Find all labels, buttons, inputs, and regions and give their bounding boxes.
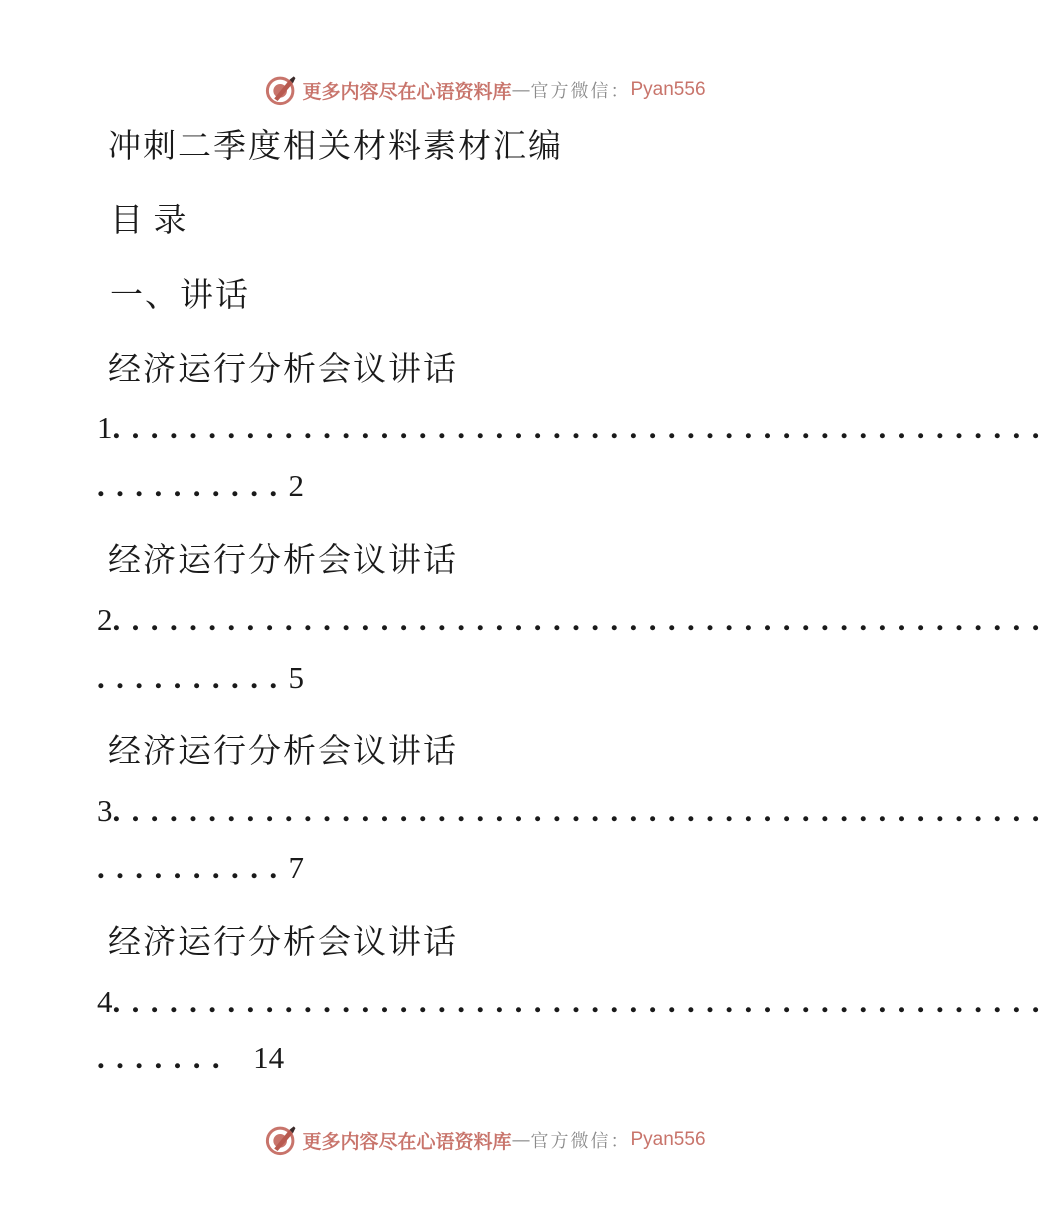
toc-entry-leader: 1................................................. <box>97 410 1051 445</box>
toc-entry-number: 4 <box>97 984 113 1019</box>
watermark-label: 官方微信： <box>530 1131 631 1152</box>
document-title: 冲刺二季度相关材料素材汇编 <box>108 126 563 165</box>
header-watermark <box>0 70 950 110</box>
toc-entry-leader: 3................................................. <box>97 793 1051 828</box>
watermark-wechat-id: Pyan556 <box>630 1129 706 1150</box>
toc-entry-title: 经济运行分析会议讲话 <box>108 540 458 579</box>
toc-entry-page: 14 <box>253 1040 285 1075</box>
toc-entry-number: 1 <box>97 410 113 445</box>
watermark-wechat-id: Pyan556 <box>630 79 706 100</box>
section-heading: 一、讲话 <box>110 275 250 314</box>
toc-entry-page: 2 <box>288 468 304 503</box>
toc-entry-leader: 2................................................. <box>97 602 1051 637</box>
watermark-separator: — <box>511 1129 531 1151</box>
toc-entry-title: 经济运行分析会议讲话 <box>108 349 458 388</box>
toc-entry-page: 7 <box>288 850 304 885</box>
toc-entry-page: 5 <box>288 660 304 695</box>
toc-entry-leader-cont: ..........7 <box>97 850 304 885</box>
toc-entry-leader-cont: ..........2 <box>97 468 304 503</box>
toc-heading: 目 录 <box>110 200 187 239</box>
pen-logo-icon <box>264 73 298 107</box>
watermark-text: 更多内容尽在心语资料库 <box>302 80 512 103</box>
toc-entry-title: 经济运行分析会议讲话 <box>108 922 458 961</box>
footer-watermark <box>0 1120 950 1160</box>
toc-entry-title: 经济运行分析会议讲话 <box>108 731 458 770</box>
pen-logo-icon <box>264 1123 298 1157</box>
watermark-separator: — <box>511 79 531 101</box>
toc-entry-number: 2 <box>97 602 113 637</box>
toc-entry-leader-cont: ....... 14 <box>97 1040 285 1075</box>
toc-entry-number: 3 <box>97 793 113 828</box>
watermark-text: 更多内容尽在心语资料库 <box>302 1130 512 1153</box>
toc-entry-leader: 4................................................. <box>97 984 1051 1019</box>
toc-entry-leader-cont: ..........5 <box>97 660 304 695</box>
watermark-label: 官方微信： <box>530 81 631 102</box>
